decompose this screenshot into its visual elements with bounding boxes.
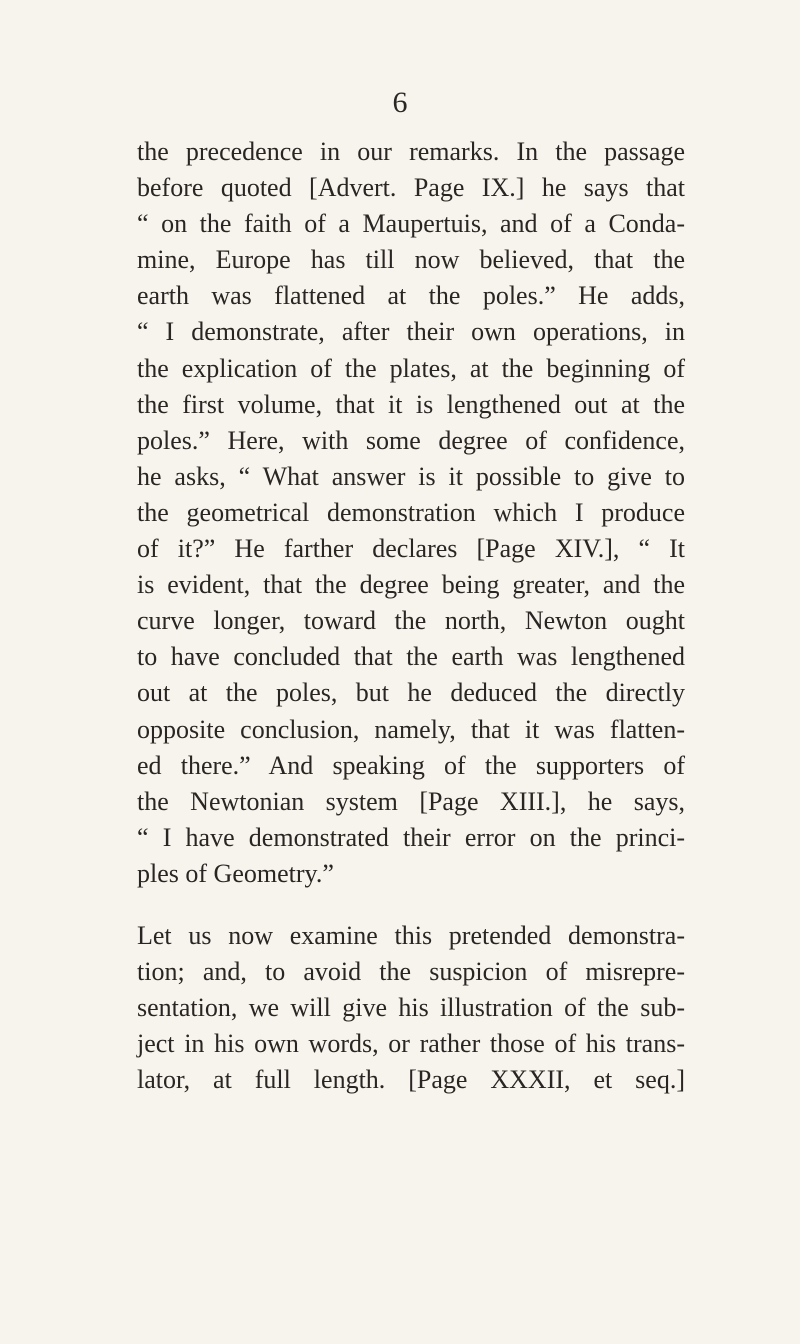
text-line: Let us now examine this pretended demonstra- bbox=[137, 920, 685, 950]
text-line: mine, Europe has till now believed, that the bbox=[137, 245, 685, 275]
text-line: lator, at full length. [Page XXXII, et seq.] bbox=[137, 1065, 685, 1095]
text-line: sentation, we will give his illustration of the sub- bbox=[137, 993, 685, 1023]
text-line: “ I have demonstrated their error on the princi- bbox=[137, 822, 685, 852]
text-line: of it?” He farther declares [Page XIV.], “ It bbox=[137, 534, 685, 564]
text-line: ples of Geometry.” bbox=[137, 858, 334, 888]
paragraph-1 bbox=[137, 134, 685, 892]
text-line: tion; and, to avoid the suspicion of misrepre- bbox=[137, 957, 685, 987]
text-line: the geometrical demonstration which I produce bbox=[137, 497, 685, 527]
text-line: ject in his own words, or rather those of his trans- bbox=[137, 1029, 685, 1059]
text-line: out at the poles, but he deduced the directly bbox=[137, 678, 685, 708]
page-number: 6 bbox=[392, 86, 408, 119]
paragraph-spacer bbox=[137, 892, 685, 918]
text-line: curve longer, toward the north, Newton ought bbox=[137, 606, 685, 636]
text-line: “ on the faith of a Maupertuis, and of a Conda- bbox=[137, 209, 685, 239]
body-text bbox=[137, 134, 685, 1098]
paragraph-2 bbox=[137, 918, 685, 1098]
text-line: ed there.” And speaking of the supporters of bbox=[137, 750, 685, 780]
text-line: before quoted [Advert. Page IX.] he says that bbox=[137, 173, 685, 203]
text-line: to have concluded that the earth was lengthened bbox=[137, 642, 685, 672]
text-line: opposite conclusion, namely, that it was flatten- bbox=[137, 714, 685, 744]
text-line: “ I demonstrate, after their own operations, in bbox=[137, 317, 685, 347]
text-line: is evident, that the degree being greater, and the bbox=[137, 570, 685, 600]
text-line: the Newtonian system [Page XIII.], he says, bbox=[137, 786, 685, 816]
text-line: the precedence in our remarks. In the passage bbox=[137, 137, 685, 166]
text-line: the first volume, that it is lengthened out at the bbox=[137, 389, 685, 419]
text-line: the explication of the plates, at the beginning of bbox=[137, 353, 685, 383]
text-line: poles.” Here, with some degree of confidence, bbox=[137, 425, 685, 455]
text-line: he asks, “ What answer is it possible to give to bbox=[137, 461, 685, 491]
text-line: earth was flattened at the poles.” He adds, bbox=[137, 281, 685, 311]
